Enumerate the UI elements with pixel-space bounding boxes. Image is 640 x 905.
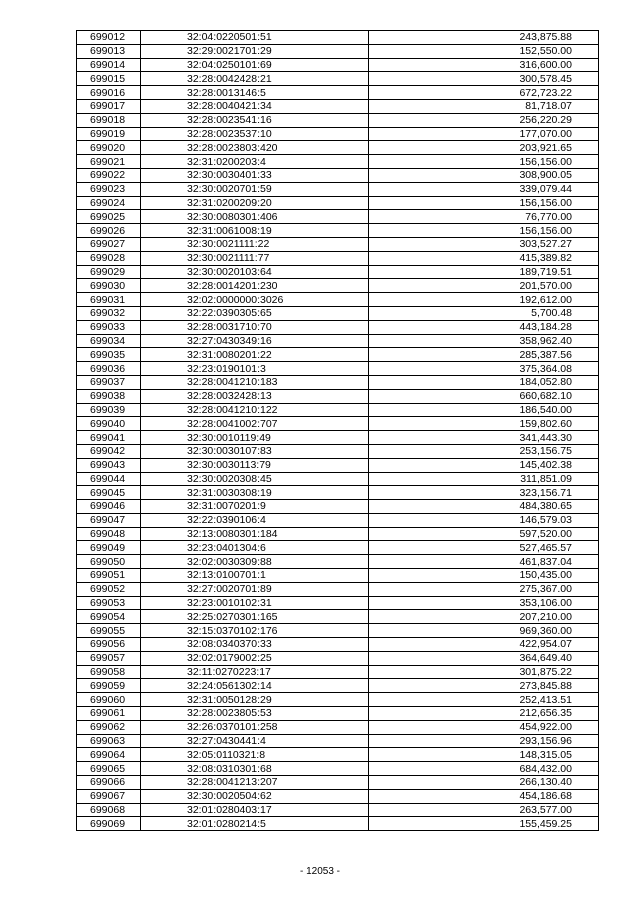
record-id-cell: 699053 [77, 596, 141, 610]
record-id-cell: 699014 [77, 58, 141, 72]
record-id-cell: 699063 [77, 734, 141, 748]
table-row [77, 265, 599, 279]
cadastral-number-cell: 32:28:0041210:122 [141, 403, 369, 417]
amount-cell: 189,719.51 [369, 265, 599, 279]
record-id-cell: 699024 [77, 196, 141, 210]
cadastral-number-cell: 32:04:0220501:51 [141, 31, 369, 45]
amount-cell: 156,156.00 [369, 224, 599, 238]
amount-cell: 311,851.09 [369, 472, 599, 486]
cadastral-number-cell: 32:28:0023537:10 [141, 127, 369, 141]
amount-cell: 969,360.00 [369, 624, 599, 638]
record-id-cell: 699069 [77, 817, 141, 831]
table-row [77, 582, 599, 596]
cadastral-number-cell: 32:28:0031710:70 [141, 320, 369, 334]
amount-cell: 293,156.96 [369, 734, 599, 748]
record-id-cell: 699039 [77, 403, 141, 417]
amount-cell: 443,184.28 [369, 320, 599, 334]
record-id-cell: 699047 [77, 513, 141, 527]
table-row [77, 444, 599, 458]
table-row [77, 196, 599, 210]
table-row [77, 555, 599, 569]
amount-cell: 192,612.00 [369, 293, 599, 307]
record-id-cell: 699022 [77, 168, 141, 182]
record-id-cell: 699056 [77, 638, 141, 652]
table-row [77, 237, 599, 251]
record-id-cell: 699013 [77, 44, 141, 58]
cadastral-number-cell: 32:30:0020701:59 [141, 182, 369, 196]
cadastral-number-cell: 32:23:0010102:31 [141, 596, 369, 610]
table-row [77, 348, 599, 362]
table-row [77, 817, 599, 831]
table-row [77, 320, 599, 334]
cadastral-number-cell: 32:31:0061008:19 [141, 224, 369, 238]
table-row [77, 334, 599, 348]
amount-cell: 353,106.00 [369, 596, 599, 610]
record-id-cell: 699064 [77, 748, 141, 762]
amount-cell: 358,962.40 [369, 334, 599, 348]
amount-cell: 303,527.27 [369, 237, 599, 251]
record-id-cell: 699045 [77, 486, 141, 500]
amount-cell: 300,578.45 [369, 72, 599, 86]
records-table-body [77, 31, 599, 831]
cadastral-number-cell: 32:28:0042428:21 [141, 72, 369, 86]
amount-cell: 672,723.22 [369, 86, 599, 100]
record-id-cell: 699036 [77, 362, 141, 376]
cadastral-number-cell: 32:25:0270301:165 [141, 610, 369, 624]
table-row [77, 31, 599, 45]
table-row [77, 693, 599, 707]
record-id-cell: 699043 [77, 458, 141, 472]
cadastral-number-cell: 32:05:0110321:8 [141, 748, 369, 762]
table-row [77, 72, 599, 86]
cadastral-number-cell: 32:31:0070201:9 [141, 500, 369, 514]
cadastral-number-cell: 32:13:0080301:184 [141, 527, 369, 541]
record-id-cell: 699049 [77, 541, 141, 555]
record-id-cell: 699061 [77, 707, 141, 721]
table-row [77, 679, 599, 693]
record-id-cell: 699040 [77, 417, 141, 431]
amount-cell: 484,380.65 [369, 500, 599, 514]
cadastral-number-cell: 32:22:0390106:4 [141, 513, 369, 527]
table-row [77, 762, 599, 776]
table-row [77, 127, 599, 141]
record-id-cell: 699035 [77, 348, 141, 362]
cadastral-number-cell: 32:01:0280214:5 [141, 817, 369, 831]
table-row [77, 417, 599, 431]
record-id-cell: 699018 [77, 113, 141, 127]
table-row [77, 99, 599, 113]
cadastral-number-cell: 32:31:0050128:29 [141, 693, 369, 707]
cadastral-number-cell: 32:28:0023805:53 [141, 707, 369, 721]
cadastral-number-cell: 32:28:0023803:420 [141, 141, 369, 155]
cadastral-number-cell: 32:01:0280403:17 [141, 803, 369, 817]
cadastral-number-cell: 32:28:0014201:230 [141, 279, 369, 293]
amount-cell: 285,387.56 [369, 348, 599, 362]
table-row [77, 638, 599, 652]
table-row [77, 610, 599, 624]
amount-cell: 253,156.75 [369, 444, 599, 458]
cadastral-number-cell: 32:30:0020308:45 [141, 472, 369, 486]
record-id-cell: 699038 [77, 389, 141, 403]
table-row [77, 279, 599, 293]
record-id-cell: 699065 [77, 762, 141, 776]
amount-cell: 186,540.00 [369, 403, 599, 417]
record-id-cell: 699050 [77, 555, 141, 569]
record-id-cell: 699068 [77, 803, 141, 817]
record-id-cell: 699054 [77, 610, 141, 624]
cadastral-number-cell: 32:31:0200209:20 [141, 196, 369, 210]
amount-cell: 660,682.10 [369, 389, 599, 403]
table-row [77, 155, 599, 169]
table-row [77, 665, 599, 679]
record-id-cell: 699067 [77, 789, 141, 803]
record-id-cell: 699052 [77, 582, 141, 596]
amount-cell: 150,435.00 [369, 569, 599, 583]
table-row [77, 527, 599, 541]
amount-cell: 273,845.88 [369, 679, 599, 693]
record-id-cell: 699025 [77, 210, 141, 224]
cadastral-number-cell: 32:27:0430441:4 [141, 734, 369, 748]
record-id-cell: 699041 [77, 431, 141, 445]
table-row [77, 513, 599, 527]
record-id-cell: 699044 [77, 472, 141, 486]
cadastral-number-cell: 32:30:0020103:64 [141, 265, 369, 279]
record-id-cell: 699021 [77, 155, 141, 169]
table-row [77, 431, 599, 445]
table-row [77, 776, 599, 790]
cadastral-number-cell: 32:02:0030309:88 [141, 555, 369, 569]
cadastral-number-cell: 32:30:0021111:22 [141, 237, 369, 251]
record-id-cell: 699012 [77, 31, 141, 45]
table-row [77, 86, 599, 100]
table-row [77, 720, 599, 734]
amount-cell: 256,220.29 [369, 113, 599, 127]
cadastral-number-cell: 32:27:0430349:16 [141, 334, 369, 348]
cadastral-number-cell: 32:30:0080301:406 [141, 210, 369, 224]
amount-cell: 146,579.03 [369, 513, 599, 527]
amount-cell: 212,656.35 [369, 707, 599, 721]
record-id-cell: 699062 [77, 720, 141, 734]
amount-cell: 415,389.82 [369, 251, 599, 265]
record-id-cell: 699026 [77, 224, 141, 238]
record-id-cell: 699032 [77, 306, 141, 320]
record-id-cell: 699017 [77, 99, 141, 113]
amount-cell: 263,577.00 [369, 803, 599, 817]
cadastral-number-cell: 32:04:0250101:69 [141, 58, 369, 72]
record-id-cell: 699046 [77, 500, 141, 514]
table-row [77, 748, 599, 762]
table-row [77, 251, 599, 265]
cadastral-number-cell: 32:31:0200203:4 [141, 155, 369, 169]
amount-cell: 454,922.00 [369, 720, 599, 734]
table-row [77, 375, 599, 389]
amount-cell: 156,156.00 [369, 155, 599, 169]
record-id-cell: 699028 [77, 251, 141, 265]
cadastral-number-cell: 32:29:0021701:29 [141, 44, 369, 58]
amount-cell: 81,718.07 [369, 99, 599, 113]
amount-cell: 301,875.22 [369, 665, 599, 679]
record-id-cell: 699031 [77, 293, 141, 307]
table-row [77, 789, 599, 803]
cadastral-number-cell: 32:28:0023541:16 [141, 113, 369, 127]
amount-cell: 527,465.57 [369, 541, 599, 555]
amount-cell: 275,367.00 [369, 582, 599, 596]
amount-cell: 597,520.00 [369, 527, 599, 541]
amount-cell: 308,900.05 [369, 168, 599, 182]
amount-cell: 177,070.00 [369, 127, 599, 141]
record-id-cell: 699020 [77, 141, 141, 155]
table-row [77, 624, 599, 638]
record-id-cell: 699023 [77, 182, 141, 196]
cadastral-number-cell: 32:30:0020504:62 [141, 789, 369, 803]
cadastral-number-cell: 32:11:0270223:17 [141, 665, 369, 679]
cadastral-number-cell: 32:22:0390305:65 [141, 306, 369, 320]
record-id-cell: 699048 [77, 527, 141, 541]
page-number: - 12053 - [299, 866, 341, 877]
amount-cell: 422,954.07 [369, 638, 599, 652]
record-id-cell: 699029 [77, 265, 141, 279]
amount-cell: 364,649.40 [369, 651, 599, 665]
record-id-cell: 699016 [77, 86, 141, 100]
record-id-cell: 699042 [77, 444, 141, 458]
record-id-cell: 699027 [77, 237, 141, 251]
cadastral-number-cell: 32:15:0370102:176 [141, 624, 369, 638]
amount-cell: 76,770.00 [369, 210, 599, 224]
amount-cell: 203,921.65 [369, 141, 599, 155]
amount-cell: 152,550.00 [369, 44, 599, 58]
record-id-cell: 699059 [77, 679, 141, 693]
cadastral-number-cell: 32:23:0401304:6 [141, 541, 369, 555]
amount-cell: 375,364.08 [369, 362, 599, 376]
amount-cell: 252,413.51 [369, 693, 599, 707]
cadastral-number-cell: 32:31:0080201:22 [141, 348, 369, 362]
table-row [77, 500, 599, 514]
cadastral-number-cell: 32:30:0030113:79 [141, 458, 369, 472]
amount-cell: 159,802.60 [369, 417, 599, 431]
cadastral-number-cell: 32:23:0190101:3 [141, 362, 369, 376]
amount-cell: 461,837.04 [369, 555, 599, 569]
cadastral-number-cell: 32:28:0040421:34 [141, 99, 369, 113]
table-row [77, 44, 599, 58]
record-id-cell: 699033 [77, 320, 141, 334]
table-row [77, 113, 599, 127]
table-row [77, 168, 599, 182]
table-row [77, 803, 599, 817]
table-row [77, 486, 599, 500]
table-row [77, 472, 599, 486]
record-id-cell: 699030 [77, 279, 141, 293]
cadastral-number-cell: 32:30:0030401:33 [141, 168, 369, 182]
table-row [77, 596, 599, 610]
record-id-cell: 699051 [77, 569, 141, 583]
record-id-cell: 699034 [77, 334, 141, 348]
amount-cell: 5,700.48 [369, 306, 599, 320]
table-row [77, 541, 599, 555]
cadastral-number-cell: 32:28:0032428:13 [141, 389, 369, 403]
table-row [77, 182, 599, 196]
cadastral-number-cell: 32:08:0340370:33 [141, 638, 369, 652]
cadastral-number-cell: 32:02:0179002:25 [141, 651, 369, 665]
amount-cell: 684,432.00 [369, 762, 599, 776]
record-id-cell: 699019 [77, 127, 141, 141]
cadastral-number-cell: 32:24:0561302:14 [141, 679, 369, 693]
amount-cell: 341,443.30 [369, 431, 599, 445]
amount-cell: 184,052.80 [369, 375, 599, 389]
table-row [77, 734, 599, 748]
amount-cell: 201,570.00 [369, 279, 599, 293]
amount-cell: 316,600.00 [369, 58, 599, 72]
amount-cell: 156,156.00 [369, 196, 599, 210]
amount-cell: 145,402.38 [369, 458, 599, 472]
cadastral-number-cell: 32:30:0021111:77 [141, 251, 369, 265]
table-row [77, 651, 599, 665]
cadastral-number-cell: 32:31:0030308:19 [141, 486, 369, 500]
cadastral-number-cell: 32:27:0020701:89 [141, 582, 369, 596]
table-row [77, 58, 599, 72]
cadastral-number-cell: 32:28:0013146:5 [141, 86, 369, 100]
table-row [77, 403, 599, 417]
cadastral-number-cell: 32:28:0041210:183 [141, 375, 369, 389]
table-row [77, 569, 599, 583]
cadastral-number-cell: 32:28:0041002:707 [141, 417, 369, 431]
cadastral-number-cell: 32:28:0041213:207 [141, 776, 369, 790]
table-row [77, 389, 599, 403]
amount-cell: 243,875.88 [369, 31, 599, 45]
record-id-cell: 699015 [77, 72, 141, 86]
table-row [77, 458, 599, 472]
cadastral-number-cell: 32:13:0100701:1 [141, 569, 369, 583]
amount-cell: 266,130.40 [369, 776, 599, 790]
record-id-cell: 699055 [77, 624, 141, 638]
amount-cell: 207,210.00 [369, 610, 599, 624]
record-id-cell: 699057 [77, 651, 141, 665]
table-row [77, 224, 599, 238]
table-row [77, 141, 599, 155]
amount-cell: 148,315.05 [369, 748, 599, 762]
amount-cell: 339,079.44 [369, 182, 599, 196]
amount-cell: 323,156.71 [369, 486, 599, 500]
amount-cell: 454,186.68 [369, 789, 599, 803]
cadastral-number-cell: 32:08:0310301:68 [141, 762, 369, 776]
amount-cell: 155,459.25 [369, 817, 599, 831]
table-row [77, 293, 599, 307]
table-row [77, 210, 599, 224]
table-row [77, 707, 599, 721]
cadastral-number-cell: 32:30:0010119:49 [141, 431, 369, 445]
record-id-cell: 699058 [77, 665, 141, 679]
cadastral-number-cell: 32:30:0030107:83 [141, 444, 369, 458]
table-row [77, 306, 599, 320]
cadastral-number-cell: 32:26:0370101:258 [141, 720, 369, 734]
record-id-cell: 699037 [77, 375, 141, 389]
record-id-cell: 699066 [77, 776, 141, 790]
cadastral-number-cell: 32:02:0000000:3026 [141, 293, 369, 307]
records-table [76, 30, 599, 831]
record-id-cell: 699060 [77, 693, 141, 707]
table-row [77, 362, 599, 376]
